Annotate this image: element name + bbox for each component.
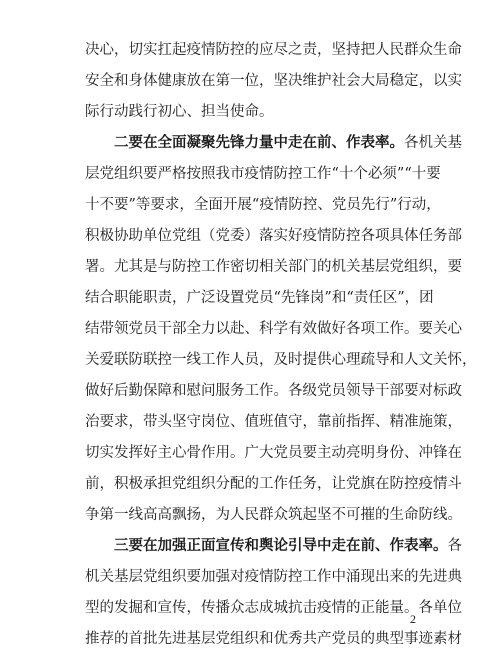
text-line: 争第一线高高飘扬，为人民群众筑起坚不可摧的生命防线。 [85, 507, 462, 523]
text-line: 结带领党员干部全力以赴、科学有效做好各项工作。要关心 [85, 321, 462, 337]
text-line: 积极协助单位党组（党委）落实好疫情防控各项具体任务部 [85, 228, 462, 244]
text-line: 切实发挥好主心骨作用。广大党员要主动亮明身份、冲锋在 [85, 445, 462, 461]
paragraph-heading-line: 三要在加强正面宣传和舆论引导中走在前、作表率。各 [114, 537, 462, 554]
page-number: 2 [410, 612, 416, 626]
text-line: 型的发掘和宣传，传播众志成城抗击疫情的正能量。各单位 [85, 600, 462, 616]
text-line: 层党组织要严格按照我市疫情防控工作“十个必须”“十要 [85, 166, 441, 182]
text-line: 做好后勤保障和慰问服务工作。各级党员领导干部要对标政 [85, 383, 462, 399]
text-line: 关爱联防联控一线工作人员，及时提供心理疏导和人文关怀， [85, 352, 477, 368]
text-line: 十不要”等要求，全面开展“疫情防控、党员先行”行动， [85, 197, 441, 213]
text-line: 决心，切实扛起疫情防控的应尽之责，坚持把人民群众生命 [85, 42, 462, 58]
paragraph-heading-line: 二要在全面凝聚先锋力量中走在前、作表率。各机关基 [114, 134, 462, 151]
text-line: 推荐的首批先进基层党组织和优秀共产党员的典型事迹素材 [85, 631, 462, 647]
text-line: 安全和身体健康放在第一位，坚决维护社会大局稳定，以实 [85, 73, 462, 89]
text-line: 结合职能职责，广泛设置党员“先锋岗”和“责任区”，团 [85, 290, 434, 306]
text-line: 机关基层党组织要加强对疫情防控工作中涌现出来的先进典 [85, 569, 462, 585]
text-line: 前，积极承担党组织分配的工作任务，让党旗在防控疫情斗 [85, 476, 462, 492]
section-heading-2: 二要在全面凝聚先锋力量中走在前、作表率。 [114, 134, 404, 151]
text-line: 治要求，带头坚守岗位、值班值守，靠前指挥、精准施策， [85, 414, 462, 430]
text-line: 际行动践行初心、担当使命。 [85, 104, 274, 120]
section-heading-3: 三要在加强正面宣传和舆论引导中走在前、作表率。 [114, 537, 448, 554]
text-line: 署。尤其是与防控工作密切相关部门的机关基层党组织，要 [85, 259, 462, 275]
